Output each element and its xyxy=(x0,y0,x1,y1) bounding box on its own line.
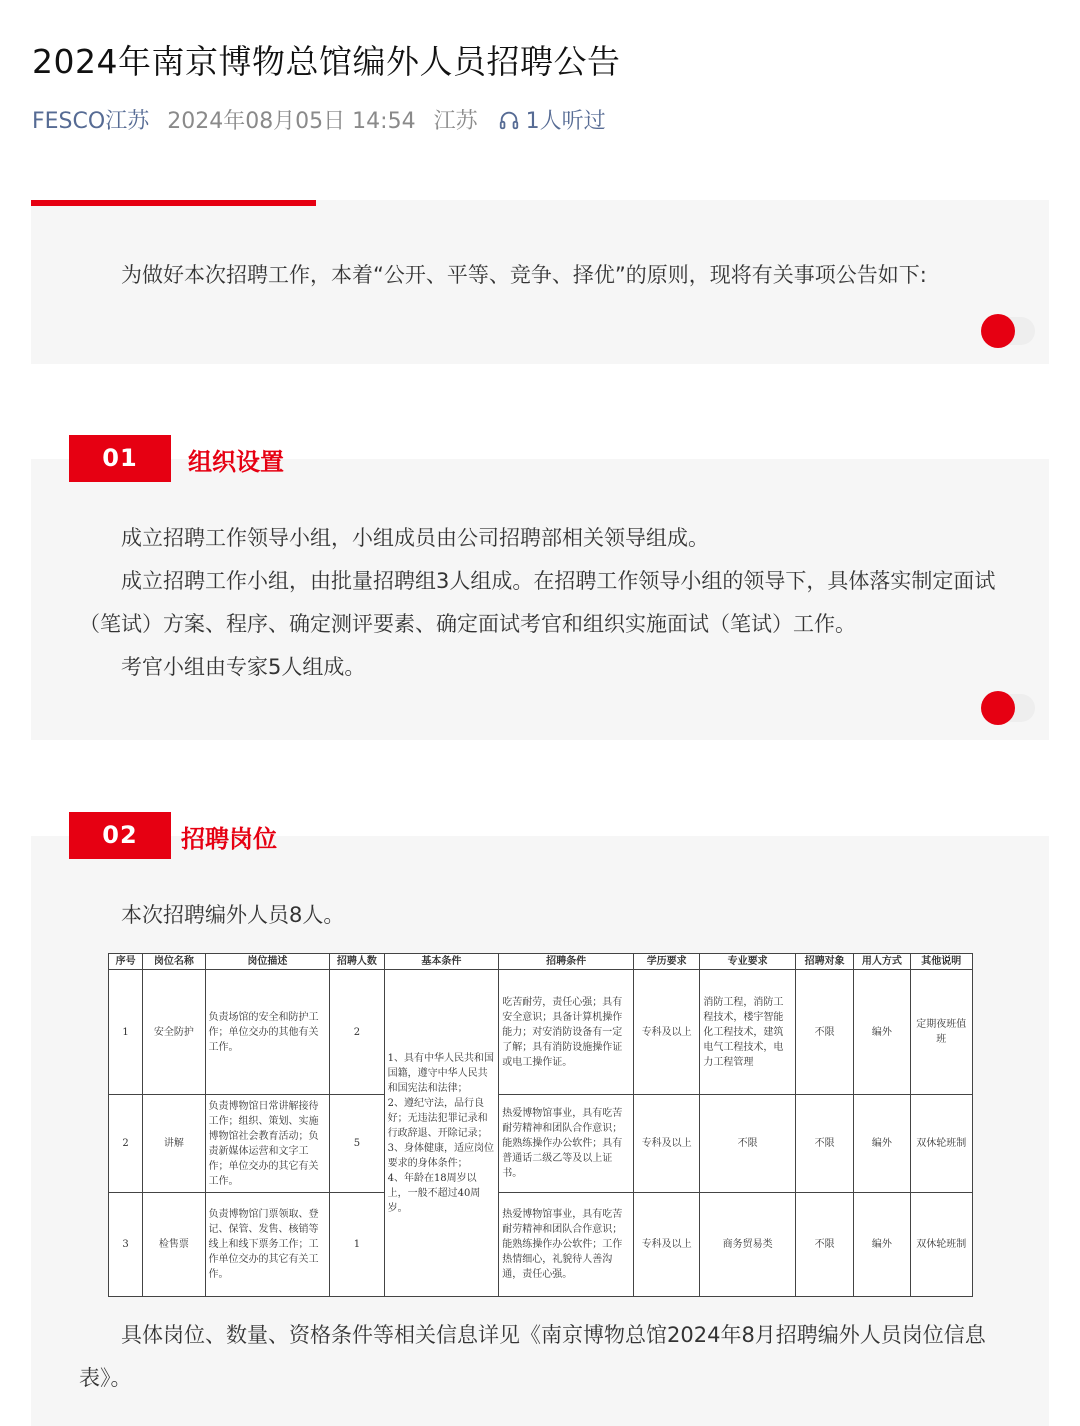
basic-conditions: 1、具有中华人民共和国国籍，遵守中华人民共和国宪法和法律； 2、遵纪守法，品行良好；无违法犯罪记录和行政辞退、开除记录； 3、身体健康，适应岗位要求的身体条件； 4、年龄在18周岁以上，一般不超过40周岁。 xyxy=(384,970,499,1297)
table-header-cell: 岗位描述 xyxy=(205,954,330,970)
row-description: 负责场馆的安全和防护工作；单位交办的其他有关工作。 xyxy=(205,970,330,1095)
section2-number-badge: 02 xyxy=(69,812,171,859)
row-no: 1 xyxy=(109,970,143,1095)
row-other: 定期夜班值班 xyxy=(910,970,972,1095)
table-row xyxy=(109,1193,973,1297)
publish-date: 2024年08月05日 14:54 xyxy=(167,109,416,134)
accent-line xyxy=(31,200,316,206)
location: 江苏 xyxy=(433,109,478,134)
intro-text: 为做好本次招聘工作，本着“公开、平等、竞争、择优”的原则，现将有关事项公告如下: xyxy=(121,263,927,287)
section1-number-badge: 01 xyxy=(69,435,171,482)
row-requirements: 热爱博物馆事业，具有吃苦耐劳精神和团队合作意识；能熟练操作办公软件；工作热情细心，礼貌待人善沟通，责任心强。 xyxy=(499,1193,634,1297)
row-major: 不限 xyxy=(700,1095,796,1193)
row-requirements: 吃苦耐劳，责任心强；具有安全意识；具备计算机操作能力；对安消防设备有一定了解；具有消防设施操作证或电工操作证。 xyxy=(499,970,634,1095)
row-requirements: 热爱博物馆事业，具有吃苦耐劳精神和团队合作意识；能熟练操作办公软件；具有普通话二级乙等及以上证书。 xyxy=(499,1095,634,1193)
row-target: 不限 xyxy=(795,970,853,1095)
table-header-cell: 专业要求 xyxy=(700,954,796,970)
section1-card xyxy=(31,459,1049,740)
row-mode: 编外 xyxy=(854,1193,910,1297)
section1-paragraph-2: 成立招聘工作小组，由批量招聘组3人组成。在招聘工作领导小组的领导下，具体落实制定面试（笔试）方案、程序、确定测评要素、确定面试考官和组织实施面试（笔试）工作。 xyxy=(79,569,996,636)
table-row xyxy=(109,970,973,1095)
row-mode: 编外 xyxy=(854,970,910,1095)
row-education: 专科及以上 xyxy=(634,970,700,1095)
table-header-cell: 序号 xyxy=(109,954,143,970)
table-header-row xyxy=(109,954,973,970)
toggle-knob xyxy=(981,314,1015,348)
table-header-cell: 招聘对象 xyxy=(795,954,853,970)
row-no: 2 xyxy=(109,1095,143,1193)
row-description: 负责博物馆日常讲解接待工作；组织、策划、实施博物馆社会教育活动；负责新媒体运营和文字工作；单位交办的其它有关工作。 xyxy=(205,1095,330,1193)
row-major: 商务贸易类 xyxy=(700,1193,796,1297)
job-table xyxy=(108,953,973,1297)
row-mode: 编外 xyxy=(854,1095,910,1193)
section1-title: 组织设置 xyxy=(188,448,284,476)
row-education: 专科及以上 xyxy=(634,1193,700,1297)
row-target: 不限 xyxy=(795,1193,853,1297)
intro-card xyxy=(31,200,1049,364)
section2-title: 招聘岗位 xyxy=(181,825,277,853)
toggle-knob xyxy=(981,691,1015,725)
table-header-cell: 其他说明 xyxy=(910,954,972,970)
row-count: 5 xyxy=(330,1095,384,1193)
listen-count: 1人听过 xyxy=(525,109,606,134)
section1-paragraph-1: 成立招聘工作领导小组，小组成员由公司招聘部相关领导组成。 xyxy=(121,526,709,550)
row-position: 讲解 xyxy=(143,1095,205,1193)
table-header-cell: 招聘人数 xyxy=(330,954,384,970)
table-header-cell: 岗位名称 xyxy=(143,954,205,970)
table-header-cell: 基本条件 xyxy=(384,954,499,970)
headphones-icon xyxy=(498,109,520,131)
row-position: 检售票 xyxy=(143,1193,205,1297)
row-major: 消防工程，消防工程技术，楼宇智能化工程技术，建筑电气工程技术，电力工程管理 xyxy=(700,970,796,1095)
section2-after-text: 具体岗位、数量、资格条件等相关信息详见《南京博物总馆2024年8月招聘编外人员岗位信息表》。 xyxy=(79,1323,986,1390)
row-position: 安全防护 xyxy=(143,970,205,1095)
author-link[interactable]: FESCO江苏 xyxy=(32,109,150,134)
row-education: 专科及以上 xyxy=(634,1095,700,1193)
row-count: 2 xyxy=(330,970,384,1095)
table-header-cell: 用人方式 xyxy=(854,954,910,970)
section2-intro: 本次招聘编外人员8人。 xyxy=(121,903,345,927)
article-meta xyxy=(32,104,606,135)
row-description: 负责博物馆门票领取、登记、保管、发售、核销等线上和线下票务工作；工作单位交办的其它有关工作。 xyxy=(205,1193,330,1297)
row-no: 3 xyxy=(109,1193,143,1297)
table-row xyxy=(109,1095,973,1193)
toggle-switch[interactable] xyxy=(981,691,1037,725)
row-count: 1 xyxy=(330,1193,384,1297)
toggle-switch[interactable] xyxy=(981,314,1037,348)
table-header-cell: 招聘条件 xyxy=(499,954,634,970)
article-title: 2024年南京博物总馆编外人员招聘公告 xyxy=(32,42,621,81)
row-other: 双休轮班制 xyxy=(910,1095,972,1193)
listen-count-button[interactable] xyxy=(498,104,606,135)
section1-paragraph-3: 考官小组由专家5人组成。 xyxy=(121,655,366,679)
table-header-cell: 学历要求 xyxy=(634,954,700,970)
row-other: 双休轮班制 xyxy=(910,1193,972,1297)
row-target: 不限 xyxy=(795,1095,853,1193)
